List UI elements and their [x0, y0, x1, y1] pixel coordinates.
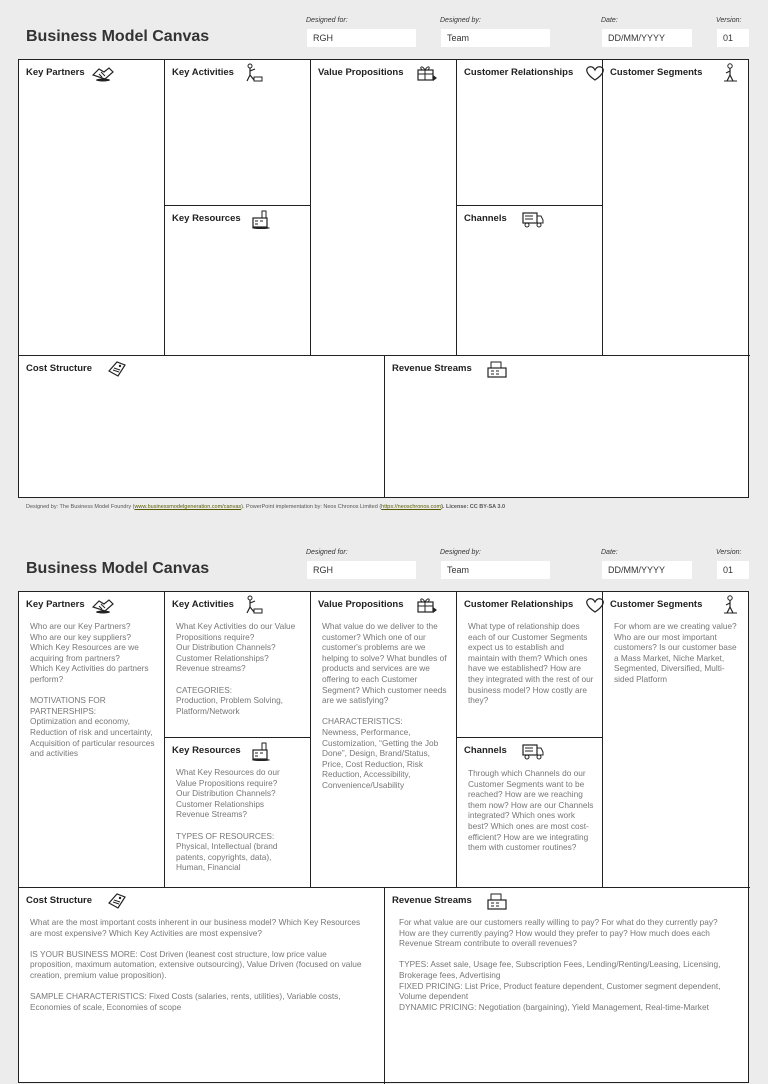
- key-activities-title: Key Activities: [172, 599, 234, 610]
- value-propositions-title: Value Propositions: [318, 67, 404, 78]
- revenue-streams-title: Revenue Streams: [392, 895, 472, 906]
- designed-by-field[interactable]: Team: [441, 29, 550, 47]
- revenue-streams-title: Revenue Streams: [392, 363, 472, 374]
- key-activities-title: Key Activities: [172, 67, 234, 78]
- customer-segments-title: Customer Segments: [610, 67, 703, 78]
- activity-icon: [241, 63, 265, 83]
- revenue-streams-block[interactable]: [385, 356, 750, 497]
- version-field[interactable]: 01: [717, 561, 749, 579]
- key-resources-title: Key Resources: [172, 213, 241, 224]
- person-icon: [719, 63, 743, 83]
- value-propositions-block[interactable]: [311, 60, 457, 356]
- key-partners-prompt: Who are our Key Partners? Who are our key suppliers? Which Key Resources are we acquiring from partners? Which Key Activities do partners perform? MOTIVATIONS FOR PARTNERSHIPS: Optimization and economy, Reduction of risk and uncertainty, Acquisition of particular resources and activities: [30, 621, 155, 759]
- cash-register-icon: [485, 359, 509, 379]
- key-activities-prompt: What Key Activities do our Value Propositions require? Our Distribution Channels? Customer Relationships? Revenue streams? CATEGORIES: Production, Problem Solving, Platform/Network: [176, 621, 296, 716]
- factory-icon: [249, 209, 273, 229]
- version-label: Version:: [716, 549, 742, 556]
- canvas-grid: [18, 591, 749, 1083]
- revenue-streams-prompt: For what value are our customers really willing to pay? For what do they currently pay? How are they currently paying? How would they prefer to pay? How much does each Revenue Stream contribute to overall revenues? TYPES: Asset sale, Usage fee, Subscription Fees, Lending/Renting/Leasing, Licensing, Brokerage fees, Advertising FIXED PRICING: List Price, Product feature dependent, Customer segment dependent, Volume dependent DYNAMIC PRICING: Negotiation (bargaining), Yield Management, Real-time-Market: [399, 917, 721, 1012]
- channels-title: Channels: [464, 213, 507, 224]
- key-activities-block[interactable]: [165, 60, 311, 206]
- canvas-grid: [18, 59, 749, 498]
- cost-structure-block[interactable]: [19, 888, 385, 1084]
- designed-by-field[interactable]: Team: [441, 561, 550, 579]
- key-activities-block[interactable]: [165, 592, 311, 738]
- cost-structure-title: Cost Structure: [26, 363, 92, 374]
- designed-by-label: Designed by:: [440, 17, 481, 24]
- cost-structure-block[interactable]: [19, 356, 385, 497]
- channels-prompt: Through which Channels do our Customer Segments want to be reached? How are we reaching them now? How are our Channels integrated? Which ones work best? Which ones are most cost-efficient? How are we integrating them with customer routines?: [468, 768, 594, 853]
- version-field[interactable]: 01: [717, 29, 749, 47]
- tag-icon: [105, 359, 129, 379]
- customer-segments-block[interactable]: [603, 60, 750, 356]
- key-partners-title: Key Partners: [26, 599, 85, 610]
- gift-icon: [415, 595, 439, 615]
- truck-icon: [521, 209, 545, 229]
- cost-structure-title: Cost Structure: [26, 895, 92, 906]
- customer-relationships-prompt: What type of relationship does each of our Customer Segments expect us to establish and maintain with them? Which ones have we established? How are they integrated with the rest of our business model? How costly are they?: [468, 621, 594, 706]
- channels-block[interactable]: [457, 206, 603, 356]
- footer-link-bmg[interactable]: www.businessmodelgeneration.com/canvas: [134, 504, 242, 510]
- key-partners-title: Key Partners: [26, 67, 85, 78]
- page-title: Business Model Canvas: [26, 28, 210, 45]
- customer-relationships-title: Customer Relationships: [464, 67, 574, 78]
- key-resources-block[interactable]: [165, 738, 311, 888]
- key-resources-prompt: What Key Resources do our Value Propositions require? Our Distribution Channels? Customer Relationships Revenue Streams? TYPES OF RESOURCES: Physical, Intellectual (brand patents, copyrights, data), Human, Financial: [176, 767, 280, 873]
- factory-icon: [249, 741, 273, 761]
- customer-segments-title: Customer Segments: [610, 599, 703, 610]
- designed-for-label: Designed for:: [306, 17, 348, 24]
- page-title: Business Model Canvas: [26, 560, 210, 577]
- customer-relationships-block[interactable]: [457, 592, 603, 738]
- channels-title: Channels: [464, 745, 507, 756]
- activity-icon: [241, 595, 265, 615]
- designed-for-field[interactable]: RGH: [307, 561, 416, 579]
- cost-structure-prompt: What are the most important costs inherent in our business model? Which Key Resources are most expensive? Which Key Activities are most expensive? IS YOUR BUSINESS MORE: Cost Driven (leanest cost structure, low price value proposition, maximum automation, extensive outsourcing), Value Driven (focused on value creation, premium value proposition). SAMPLE CHARACTERISTICS: Fixed Costs (salaries, rents, utilities), Variable costs, Economies of scale, Economies of scope: [30, 917, 362, 1012]
- truck-icon: [521, 741, 545, 761]
- customer-relationships-block[interactable]: [457, 60, 603, 206]
- date-label: Date:: [601, 549, 618, 556]
- key-partners-block[interactable]: [19, 592, 165, 888]
- handshake-icon: [91, 595, 115, 615]
- tag-icon: [105, 891, 129, 911]
- date-field[interactable]: DD/MM/YYYY: [602, 29, 692, 47]
- footer-prefix: Designed by: The Business Model Foundry (: [26, 504, 135, 510]
- date-field[interactable]: DD/MM/YYYY: [602, 561, 692, 579]
- footer-suffix: ). License: CC BY-SA 3.0: [441, 504, 506, 510]
- designed-for-field[interactable]: RGH: [307, 29, 416, 47]
- channels-block[interactable]: [457, 738, 603, 888]
- handshake-icon: [91, 63, 115, 83]
- designed-for-label: Designed for:: [306, 549, 348, 556]
- customer-segments-block[interactable]: [603, 592, 750, 888]
- footer-credits: [26, 504, 505, 510]
- customer-segments-prompt: For whom are we creating value? Who are our most important customers? Is our customer base a Mass Market, Niche Market, Segmented, Diversified, Multi-sided Platform: [614, 621, 737, 684]
- key-resources-block[interactable]: [165, 206, 311, 356]
- value-propositions-block[interactable]: [311, 592, 457, 888]
- footer-middle: ). PowerPoint implementation by: Neos Chronos Limited (: [241, 504, 382, 510]
- revenue-streams-block[interactable]: [385, 888, 750, 1084]
- customer-relationships-title: Customer Relationships: [464, 599, 574, 610]
- gift-icon: [415, 63, 439, 83]
- key-partners-block[interactable]: [19, 60, 165, 356]
- value-propositions-prompt: What value do we deliver to the customer? Which one of our customer's problems are we helping to solve? What bundles of products and services are we offering to each Customer Segment? Which customer needs are we satisfying? CHARACTERISTICS: Newness, Performance, Customization, “Getting the Job Done”, Design, Brand/Status, Price, Cost Reduction, Risk Reduction, Accessibility, Convenience/Usability: [322, 621, 447, 790]
- key-resources-title: Key Resources: [172, 745, 241, 756]
- cash-register-icon: [485, 891, 509, 911]
- person-icon: [719, 595, 743, 615]
- value-propositions-title: Value Propositions: [318, 599, 404, 610]
- version-label: Version:: [716, 17, 742, 24]
- date-label: Date:: [601, 17, 618, 24]
- footer-link-neoschronos[interactable]: https://neoschronos.com: [381, 504, 442, 510]
- designed-by-label: Designed by:: [440, 549, 481, 556]
